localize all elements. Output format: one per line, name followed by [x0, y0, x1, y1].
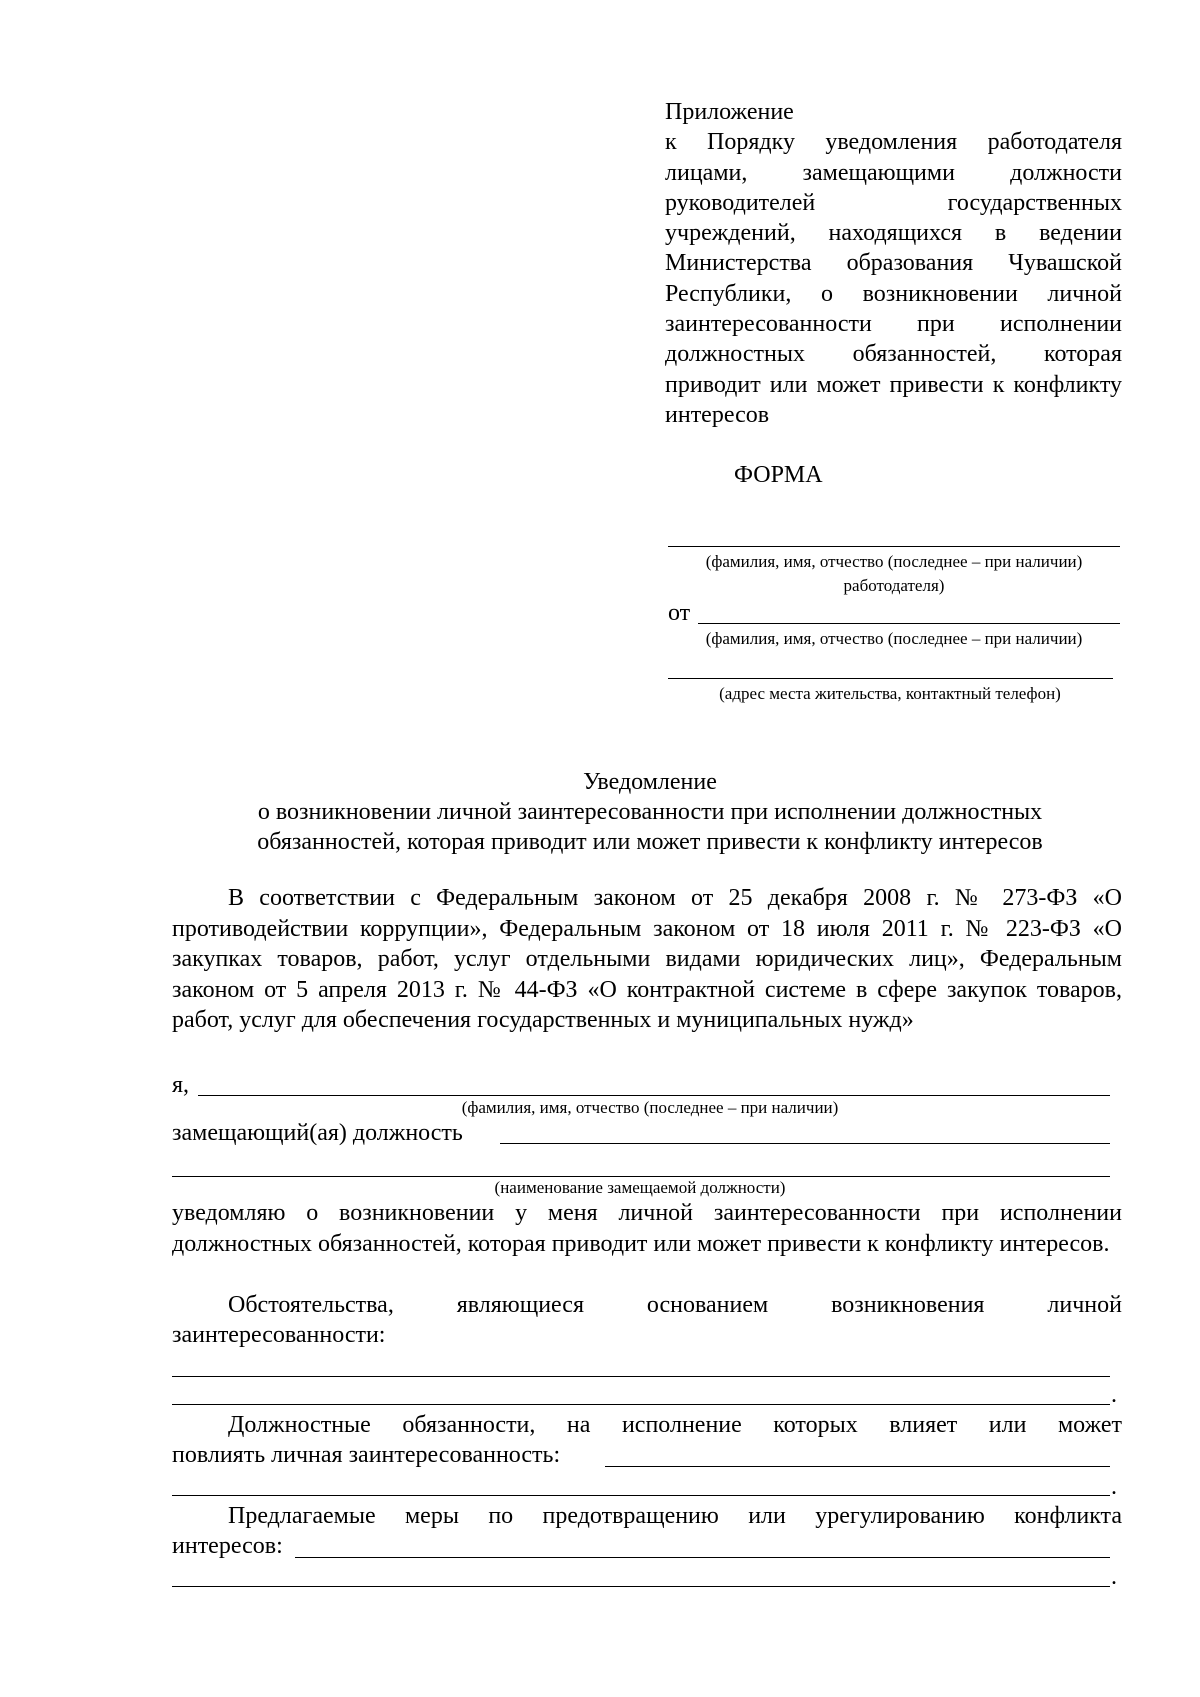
circumstances-word-3: основанием: [646, 1292, 769, 1318]
duties-period: .: [1111, 1474, 1117, 1500]
circumstances-period: .: [1111, 1382, 1117, 1408]
address-caption: (адрес места жительства, контактный телефон): [719, 684, 1061, 703]
duties-line-1: Должностные обязанности, на исполнение которых влияет или может: [228, 1412, 1122, 1438]
measures-answer-line-1[interactable]: [295, 1557, 1110, 1558]
measures-period: .: [1111, 1564, 1117, 1590]
circumstances-word-2: являющиеся: [456, 1292, 584, 1318]
employer-name-line[interactable]: [668, 546, 1120, 547]
employer-caption-1: (фамилия, имя, отчество (последнее – при наличии): [705, 552, 1083, 571]
employer-caption-2: работодателя): [843, 576, 945, 595]
appendix-text: к Порядку уведомления работодателя лицами, замещающими должности руководителей государственных учреждений, находящихся в ведении Министерства образования Чувашской Республики, о возникновении личной заинтересованности при исполнении должностных обязанностей, которая приводит или может привести к конфликту интересов: [665, 129, 1122, 428]
measures-line-2: интересов:: [172, 1533, 283, 1559]
appendix-heading: Приложение: [665, 99, 794, 125]
circumstances-answer-line-2[interactable]: [172, 1404, 1110, 1405]
notice-subtitle-line-2: обязанностей, которая приводит или может привести к конфликту интересов: [257, 829, 1043, 855]
intro-paragraph: В соответствии с Федеральным законом от 25 декабря 2008 г. № 273-ФЗ «О противодействии коррупции», Федеральным законом от 18 июля 2011 г. № 223-ФЗ «О закупках товаров, работ, услуг отдельными видами юридических лиц», Федеральным законом от 5 апреля 2013 г. № 44-ФЗ «О контрактной системе в сфере закупок товаров, работ, услуг для обеспечения государственных и муниципальных нужд»: [172, 885, 1122, 1033]
position-caption: (наименование замещаемой должности): [494, 1178, 786, 1197]
notice-subtitle-line-1: о возникновении личной заинтересованности при исполнении должностных: [257, 799, 1043, 825]
fio-caption: (фамилия, имя, отчество (последнее – при наличии): [461, 1098, 839, 1117]
position-line-1[interactable]: [500, 1143, 1110, 1144]
sender-caption: (фамилия, имя, отчество (последнее – при наличии): [705, 629, 1083, 648]
measures-line-1: Предлагаемые меры по предотвращению или урегулированию конфликта: [228, 1503, 1122, 1529]
from-label: от: [668, 600, 691, 626]
duties-answer-line-2[interactable]: [172, 1495, 1110, 1496]
duties-answer-line-1[interactable]: [605, 1466, 1110, 1467]
notify-paragraph: уведомляю о возникновении у меня личной заинтересованности при исполнении должностных обязанностей, которая приводит или может привести к конфликту интересов.: [172, 1200, 1122, 1257]
form-label: ФОРМА: [734, 462, 823, 488]
circumstances-word-4: возникновения: [831, 1292, 985, 1318]
circumstances-word-1: Обстоятельства,: [228, 1292, 394, 1318]
circumstances-answer-line-1[interactable]: [172, 1376, 1110, 1377]
position-label: замещающий(ая) должность: [172, 1120, 463, 1146]
duties-line-2: повлиять личная заинтересованность:: [172, 1442, 561, 1468]
sender-name-line[interactable]: [698, 623, 1120, 624]
appendix-block: [665, 97, 1122, 430]
circumstances-word-5: личной: [1047, 1292, 1122, 1318]
address-line[interactable]: [668, 678, 1113, 679]
measures-answer-line-2[interactable]: [172, 1586, 1110, 1587]
i-label: я,: [172, 1072, 190, 1098]
notice-title: Уведомление: [583, 769, 717, 795]
circumstances-line-2: заинтересованности:: [172, 1322, 386, 1348]
circumstances-line-1: [172, 1290, 1122, 1320]
